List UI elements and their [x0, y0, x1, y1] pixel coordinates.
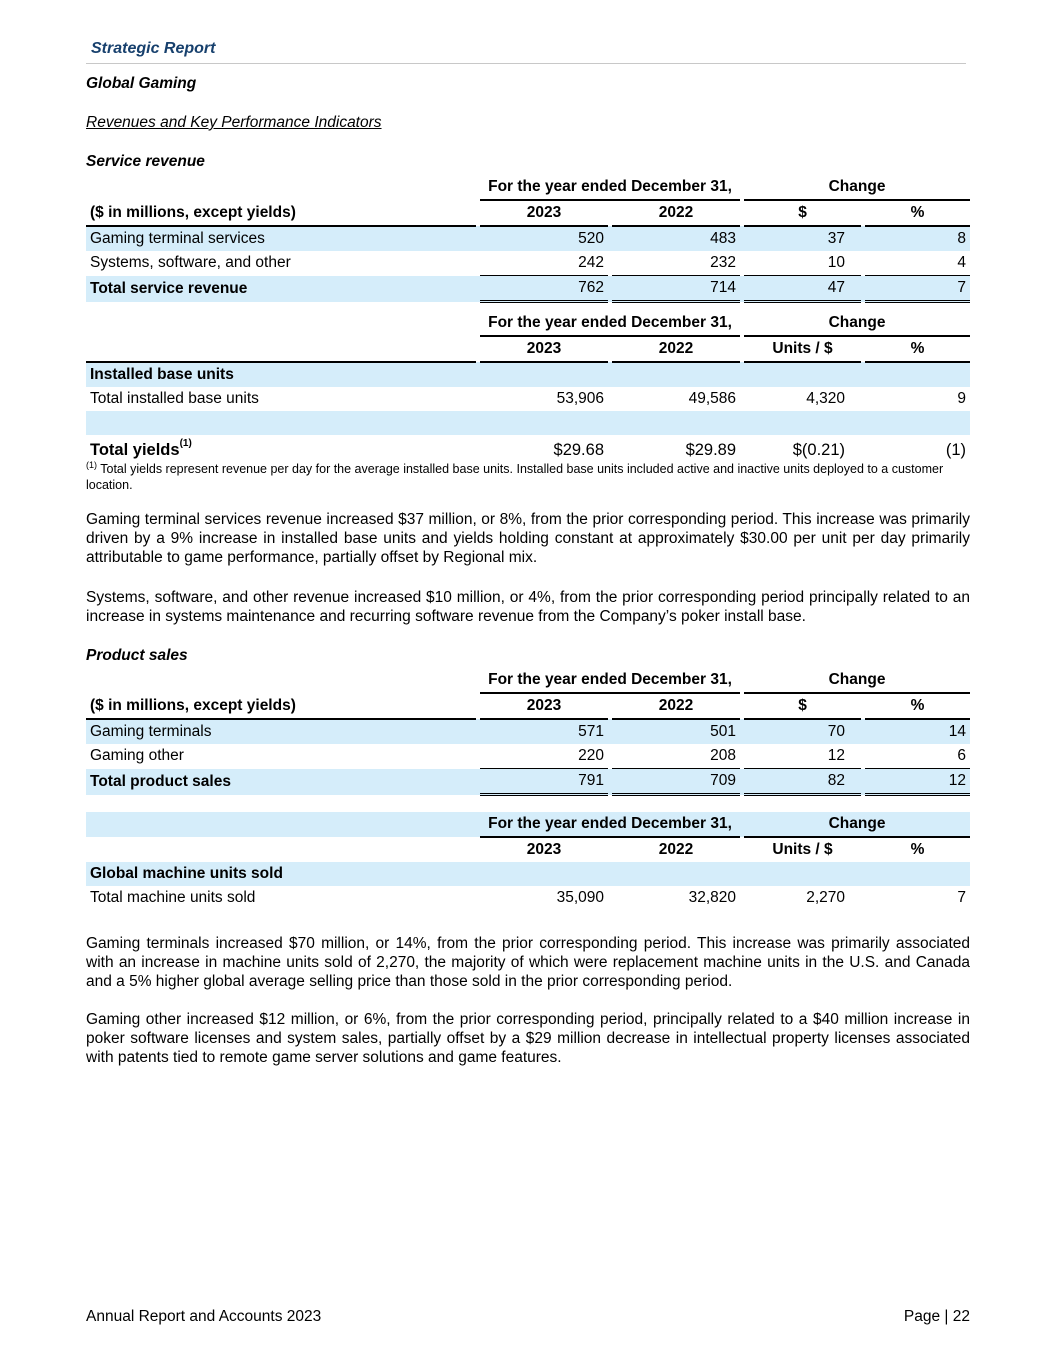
- value-2023: 220: [480, 744, 608, 769]
- label-header: ($ in millions, except yields): [86, 200, 476, 226]
- row-label: Total yields: [90, 440, 180, 459]
- value-2022: 714: [612, 276, 740, 302]
- value-change: 4,320: [806, 390, 846, 407]
- subsection-title: Revenues and Key Performance Indicators: [86, 114, 382, 131]
- paragraph: Systems, software, and other revenue increased $10 million, or 4%, from the prior corresponding period principally related to an increase in systems maintenance and recurring software revenue from the Company’s poker install base.: [86, 589, 970, 626]
- value-2022: $29.89: [685, 440, 737, 459]
- value-change: 12: [744, 744, 861, 769]
- table-header-row: [86, 200, 970, 226]
- row-label: Gaming other: [90, 747, 184, 765]
- value-change: 2,270: [806, 889, 846, 906]
- value-percent: 7: [957, 889, 967, 906]
- footnote-text: Total yields represent revenue per day for the average installed base units. Installed base units included active and inactive units deployed to a customer location.: [86, 462, 944, 493]
- footer-title: Annual Report and Accounts 2023: [86, 1308, 322, 1325]
- value-2022: 483: [612, 226, 740, 251]
- row-label: Systems, software, and other: [90, 254, 291, 272]
- report-header: Strategic Report: [91, 40, 216, 57]
- table-header-row: [86, 668, 970, 693]
- value-2023: 791: [480, 769, 608, 795]
- column-header: 2023: [480, 336, 608, 362]
- value-2022: 32,820: [688, 889, 737, 906]
- period-header: For the year ended December 31,: [480, 311, 740, 336]
- row-label: Total machine units sold: [90, 889, 256, 906]
- spacer-row: [86, 411, 970, 435]
- value-percent: 6: [865, 744, 970, 769]
- group-row: [86, 362, 970, 387]
- table-row: [86, 387, 970, 411]
- table-header-row: [86, 837, 970, 862]
- column-header: %: [865, 336, 970, 362]
- period-header: For the year ended December 31,: [480, 175, 740, 200]
- value-2023: 762: [480, 276, 608, 302]
- product-sales-heading: Product sales: [86, 647, 188, 664]
- column-header: 2022: [612, 693, 740, 719]
- change-header: Change: [744, 668, 970, 693]
- group-row: [86, 862, 970, 886]
- column-header: Units / $: [744, 336, 861, 362]
- period-header: For the year ended December 31,: [480, 812, 740, 837]
- value-percent: 9: [957, 390, 967, 407]
- column-header: $: [744, 200, 861, 226]
- row-label: Total service revenue: [86, 276, 476, 302]
- value-percent: 12: [865, 769, 970, 795]
- column-header: 2023: [480, 693, 608, 719]
- table-row: [86, 251, 970, 276]
- value-percent: (1): [945, 440, 967, 459]
- table-row: [86, 226, 970, 251]
- table-header-row: [86, 175, 970, 200]
- paragraph: Gaming terminal services revenue increased $37 million, or 8%, from the prior corresponding period. This increase was primarily driven by a 9% increase in installed base units and yields holding constant at approximately $30.00 per unit per day primarily attributable to game performance, partially offset by Regional mix.: [86, 511, 970, 567]
- value-change: 82: [744, 769, 861, 795]
- column-header: 2022: [612, 336, 740, 362]
- value-change: 47: [744, 276, 861, 302]
- installed-base-table: [86, 311, 970, 465]
- product-sales-table: [86, 668, 970, 796]
- value-change: 10: [744, 251, 861, 276]
- table-total-row: [86, 769, 970, 795]
- value-2023: 242: [480, 251, 608, 276]
- page-number: Page | 22: [903, 1308, 970, 1325]
- footnote-marker: (1): [86, 460, 97, 470]
- paragraph: Gaming terminals increased $70 million, or 14%, from the prior corresponding period. This increase was primarily associated with an increase in machine units sold of 2,270, the majority of which were replacement machine units in the U.S. and Canada and a 5% higher global average selling price than those sold in the prior corresponding period.: [86, 935, 970, 991]
- footnote-marker: (1): [179, 437, 192, 449]
- column-header: Units / $: [772, 841, 833, 858]
- value-change: 70: [744, 719, 861, 744]
- change-header: Change: [744, 175, 970, 200]
- period-header: For the year ended December 31,: [480, 668, 740, 693]
- value-2023: 520: [480, 226, 608, 251]
- table-header-row: [86, 336, 970, 362]
- value-2022: 208: [612, 744, 740, 769]
- value-percent: 8: [865, 226, 970, 251]
- column-header: 2023: [526, 841, 562, 858]
- change-header: Change: [744, 812, 970, 837]
- table-header-row: [86, 693, 970, 719]
- group-label: Global machine units sold: [86, 862, 476, 886]
- footnote: [86, 457, 970, 493]
- change-header: Change: [744, 311, 970, 336]
- column-header: 2022: [612, 200, 740, 226]
- table-row: [86, 744, 970, 769]
- value-2022: 501: [612, 719, 740, 744]
- machine-units-table: [86, 812, 970, 910]
- table-total-row: [86, 276, 970, 302]
- row-label: Gaming terminal services: [86, 226, 476, 251]
- value-change: $(0.21): [792, 440, 846, 459]
- row-label: Gaming terminals: [86, 719, 476, 744]
- table-header-row: [86, 812, 970, 837]
- group-label: Installed base units: [86, 362, 476, 387]
- service-revenue-table: [86, 175, 970, 303]
- table-row: [86, 886, 970, 910]
- table-header-row: [86, 311, 970, 336]
- value-2023: 571: [480, 719, 608, 744]
- column-header: 2023: [480, 200, 608, 226]
- value-2022: 709: [612, 769, 740, 795]
- section-title: Global Gaming: [86, 75, 197, 92]
- value-2022: 232: [612, 251, 740, 276]
- service-revenue-heading: Service revenue: [86, 153, 205, 170]
- value-2023: 53,906: [556, 390, 604, 407]
- header-divider: [86, 63, 966, 64]
- value-percent: 4: [865, 251, 970, 276]
- column-header: $: [744, 693, 861, 719]
- value-percent: 7: [865, 276, 970, 302]
- value-2022: 49,586: [688, 390, 737, 407]
- table-row: [86, 719, 970, 744]
- column-header: %: [865, 693, 970, 719]
- value-percent: 14: [865, 719, 970, 744]
- label-header: ($ in millions, except yields): [86, 693, 476, 719]
- column-header: %: [865, 200, 970, 226]
- row-label: Total product sales: [86, 769, 476, 795]
- value-2023: 35,090: [556, 889, 604, 906]
- row-label: Total installed base units: [90, 390, 259, 407]
- value-change: 37: [744, 226, 861, 251]
- value-2023: $29.68: [553, 440, 604, 459]
- column-header: 2022: [658, 841, 694, 858]
- column-header: %: [910, 841, 925, 858]
- paragraph: Gaming other increased $12 million, or 6%, from the prior corresponding period, principally related to a $40 million increase in poker software licenses and system sales, partially offset by a $29 million decrease in intellectual property licenses associated with patents tied to remote game server solutions and game features.: [86, 1011, 970, 1067]
